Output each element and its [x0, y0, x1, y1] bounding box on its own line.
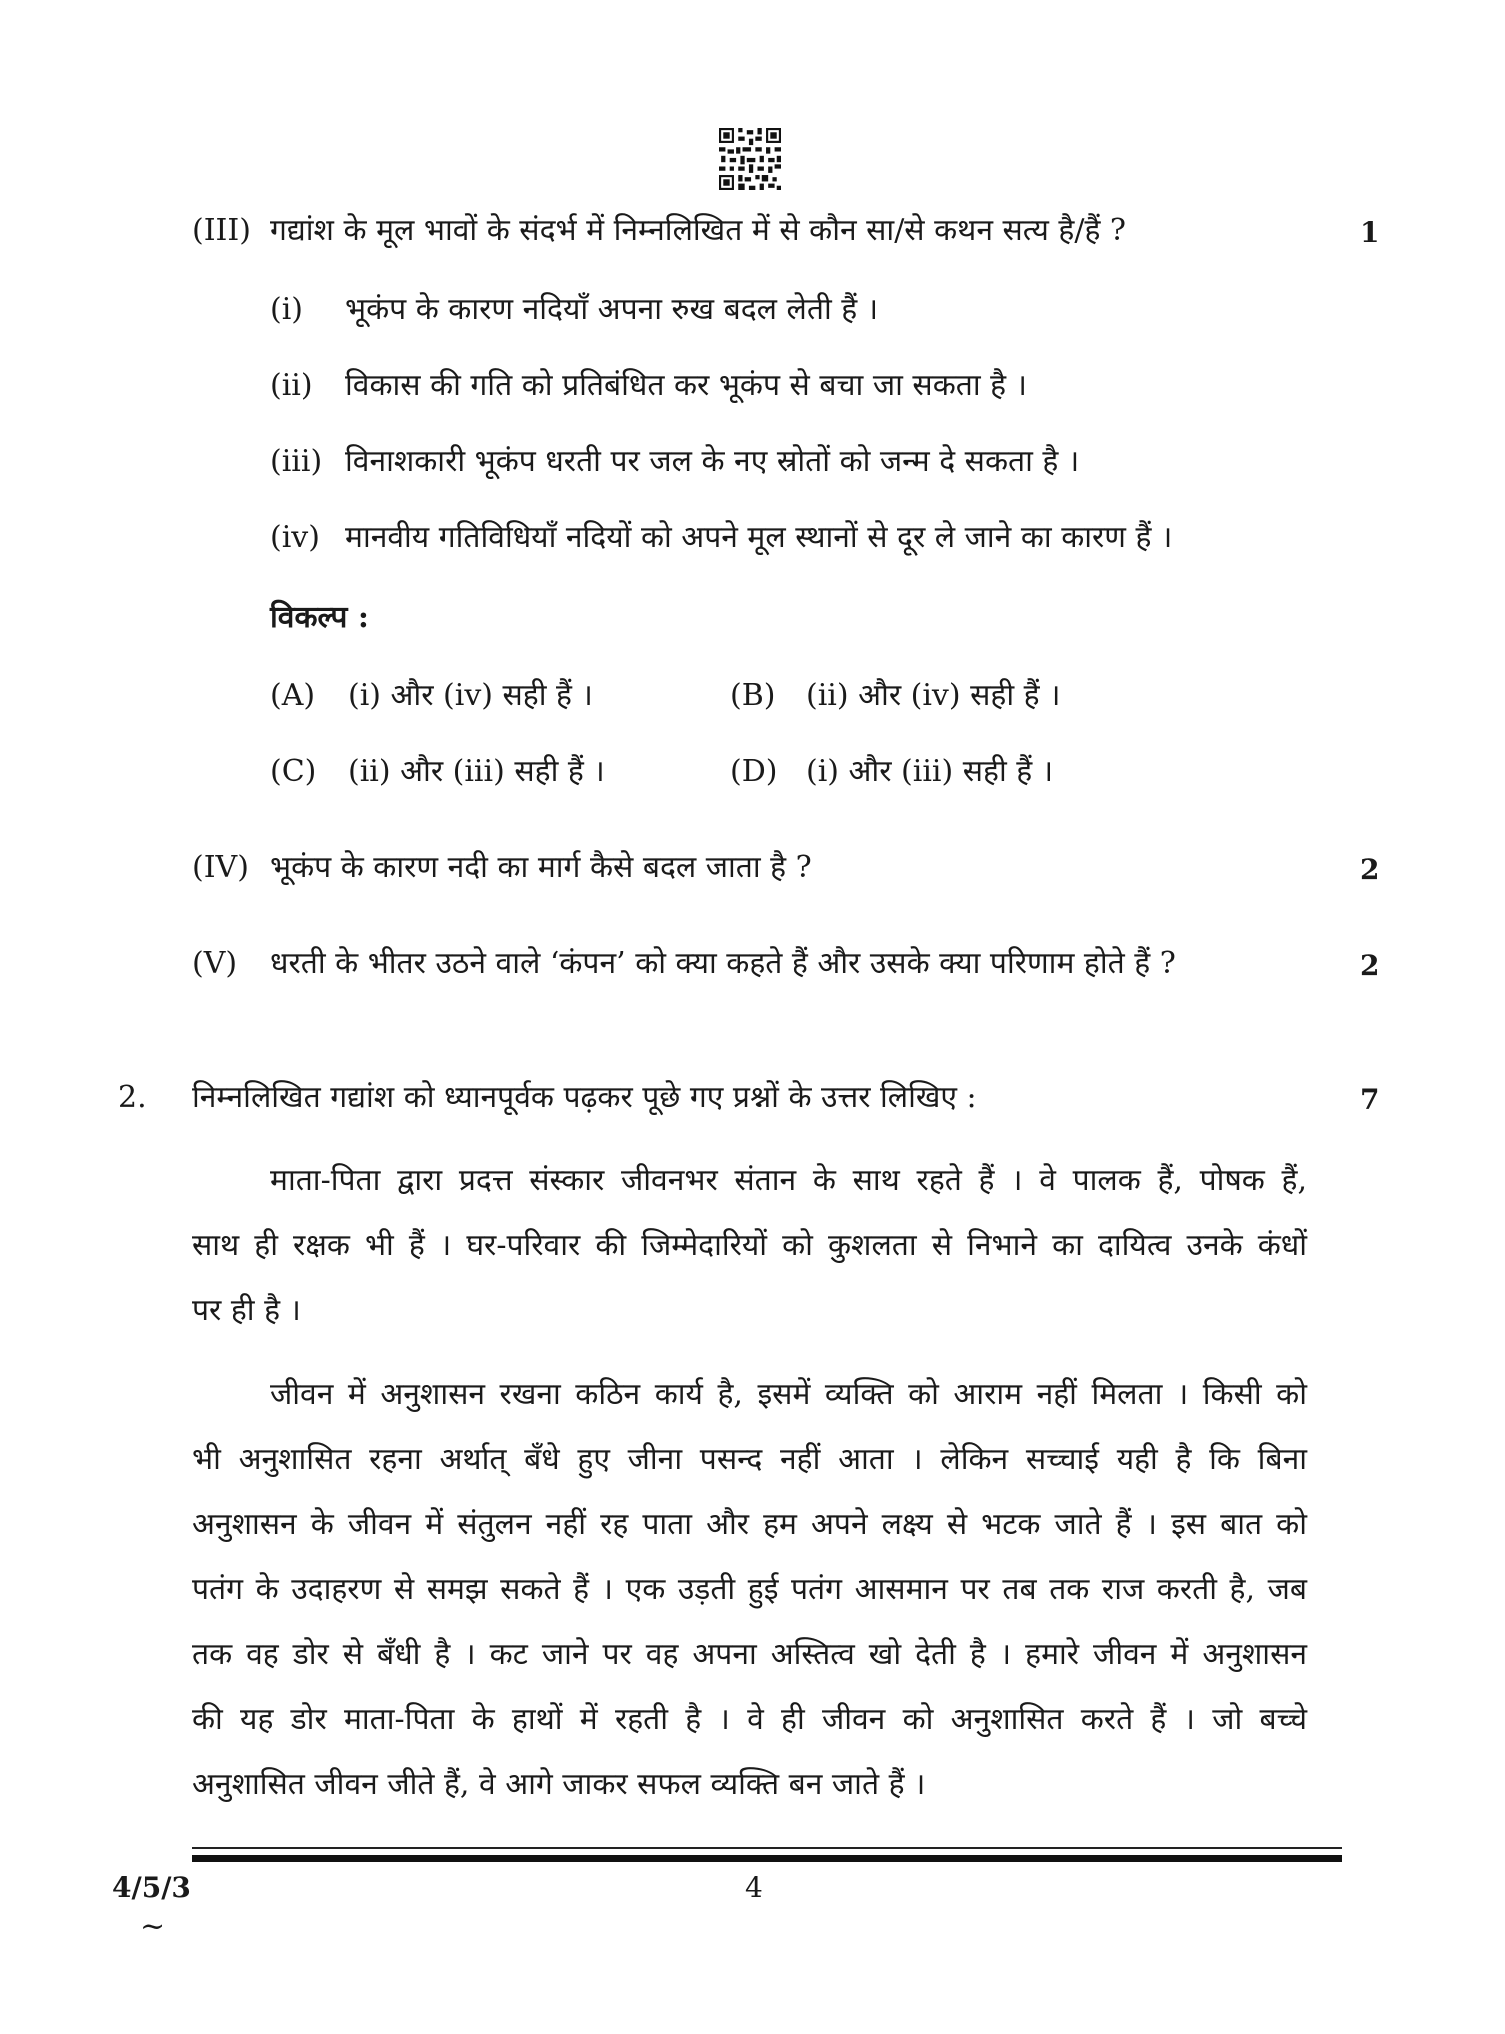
option-label: (A) [270, 678, 316, 713]
footer-rule-thin [192, 1847, 1342, 1849]
options-heading: विकल्प : [270, 600, 369, 635]
passage-paragraph-1 [192, 1148, 1307, 1343]
option-label: (D) [730, 754, 778, 789]
page-number: 4 [745, 1871, 763, 1904]
qr-code-icon [719, 128, 781, 190]
question-3-text: गद्यांश के मूल भावों के संदर्भ में निम्नलिखित में से कौन सा/से कथन सत्य है/हैं ? [270, 213, 1127, 248]
footer-rule-thick [192, 1855, 1342, 1862]
question-2-instruction: निम्नलिखित गद्यांश को ध्यानपूर्वक पढ़कर पूछे गए प्रश्नों के उत्तर लिखिए : [192, 1080, 977, 1115]
statement-number: (iv) [270, 520, 320, 555]
question-2-number: 2. [118, 1080, 147, 1115]
passage-line: पतंग के उदाहरण से समझ सकते हैं । एक उड़ती हुई पतंग आसमान पर तब तक राज करती है, जब [192, 1572, 1307, 1607]
question-4-text: भूकंप के कारण नदी का मार्ग कैसे बदल जाता है ? [270, 850, 812, 885]
option-text: (ii) और (iii) सही हैं । [348, 754, 605, 789]
option-label: (B) [730, 678, 776, 713]
footer-mark: ~ [140, 1909, 166, 1944]
question-5-label: (V) [192, 946, 238, 981]
statement-number: (ii) [270, 368, 313, 403]
passage-line: जीवन में अनुशासन रखना कठिन कार्य है, इसमें व्यक्ति को आराम नहीं मिलता । किसी को [270, 1377, 1307, 1412]
passage-line: की यह डोर माता-पिता के हाथों में रहती है । वे ही जीवन को अनुशासित करते हैं । जो बच्चे [192, 1702, 1307, 1737]
option-text: (i) और (iv) सही हैं । [348, 678, 593, 713]
passage-line: अनुशासित जीवन जीते हैं, वे आगे जाकर सफल व्यक्ति बन जाते हैं । [192, 1767, 926, 1802]
question-5-marks: 2 [1360, 949, 1380, 982]
passage-line: पर ही है । [192, 1293, 301, 1328]
passage-line: तक वह डोर से बँधी है । कट जाने पर वह अपना अस्तित्व खो देती है । हमारे जीवन में अनुशासन [192, 1637, 1307, 1672]
question-4-label: (IV) [192, 850, 249, 885]
option-text: (ii) और (iv) सही हैं । [806, 678, 1061, 713]
option-text: (i) और (iii) सही हैं । [806, 754, 1054, 789]
passage-line: साथ ही रक्षक भी हैं । घर-परिवार की जिम्मेदारियों को कुशलता से निभाने का दायित्व उनके कंधों [192, 1228, 1307, 1263]
paper-code: 4/5/3 [112, 1871, 191, 1904]
passage-line: अनुशासन के जीवन में संतुलन नहीं रह पाता और हम अपने लक्ष्य से भटक जाते हैं । इस बात को [192, 1507, 1307, 1542]
question-5-text: धरती के भीतर उठने वाले ‘कंपन’ को क्या कहते हैं और उसके क्या परिणाम होते हैं ? [270, 946, 1176, 981]
question-3-label: (III) [192, 213, 251, 248]
statement-number: (i) [270, 292, 304, 327]
passage-paragraph-2 [192, 1362, 1307, 1817]
question-2-marks: 7 [1360, 1083, 1380, 1116]
question-3-marks: 1 [1360, 216, 1380, 249]
statement-text: भूकंप के कारण नदियाँ अपना रुख बदल लेती हैं । [345, 292, 879, 327]
option-label: (C) [270, 754, 317, 789]
question-4-marks: 2 [1360, 853, 1380, 886]
statement-text: मानवीय गतिविधियाँ नदियों को अपने मूल स्थानों से दूर ले जाने का कारण हैं । [345, 520, 1173, 555]
passage-line: भी अनुशासित रहना अर्थात् बँधे हुए जीना पसन्द नहीं आता । लेकिन सच्चाई यही है कि बिना [192, 1442, 1307, 1477]
statement-text: विनाशकारी भूकंप धरती पर जल के नए स्रोतों को जन्म दे सकता है । [345, 444, 1080, 479]
passage-line: माता-पिता द्वारा प्रदत्त संस्कार जीवनभर संतान के साथ रहते हैं । वे पालक हैं, पोषक हैं, [270, 1163, 1307, 1198]
statement-text: विकास की गति को प्रतिबंधित कर भूकंप से बचा जा सकता है । [345, 368, 1027, 403]
statement-number: (iii) [270, 444, 323, 479]
